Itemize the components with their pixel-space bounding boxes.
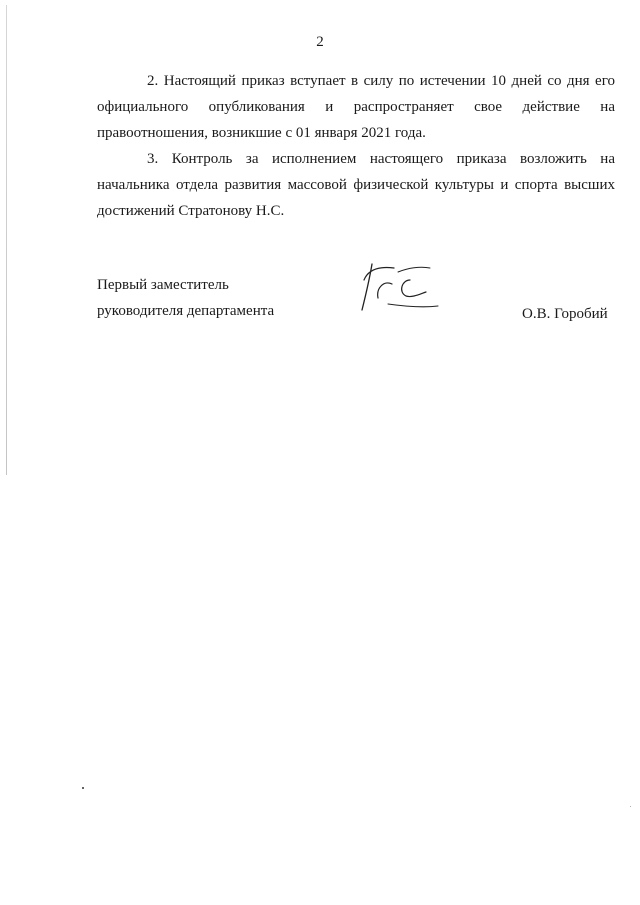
paragraph-line: 2. Настоящий приказ вступает в силу по истечении 10 дней со дня его [147, 73, 615, 89]
paragraph-control [97, 146, 615, 224]
scan-speck [82, 787, 84, 789]
handwritten-signature [358, 258, 444, 323]
signer-name: О.В. Горобий [522, 306, 608, 322]
paragraph-line: начальника отдела развития массовой физической культуры и спорта высших [97, 177, 615, 193]
paragraph-line: 3. Контроль за исполнением настоящего приказа возложить на [147, 151, 615, 167]
signer-title-line-1: Первый заместитель [97, 277, 229, 293]
paragraph-effective-date [97, 68, 615, 146]
paragraph-line: достижений Стратонову Н.С. [97, 203, 285, 219]
signer-title-line-2: руководителя департамента [97, 303, 275, 319]
scan-speck [630, 806, 631, 807]
page-number: 2 [316, 34, 324, 50]
scan-margin-line [6, 5, 7, 475]
paragraph-line: официального опубликования и распространяет свое действие на [97, 99, 615, 115]
paragraph-line: правоотношения, возникшие с 01 января 2021 года. [97, 125, 426, 141]
